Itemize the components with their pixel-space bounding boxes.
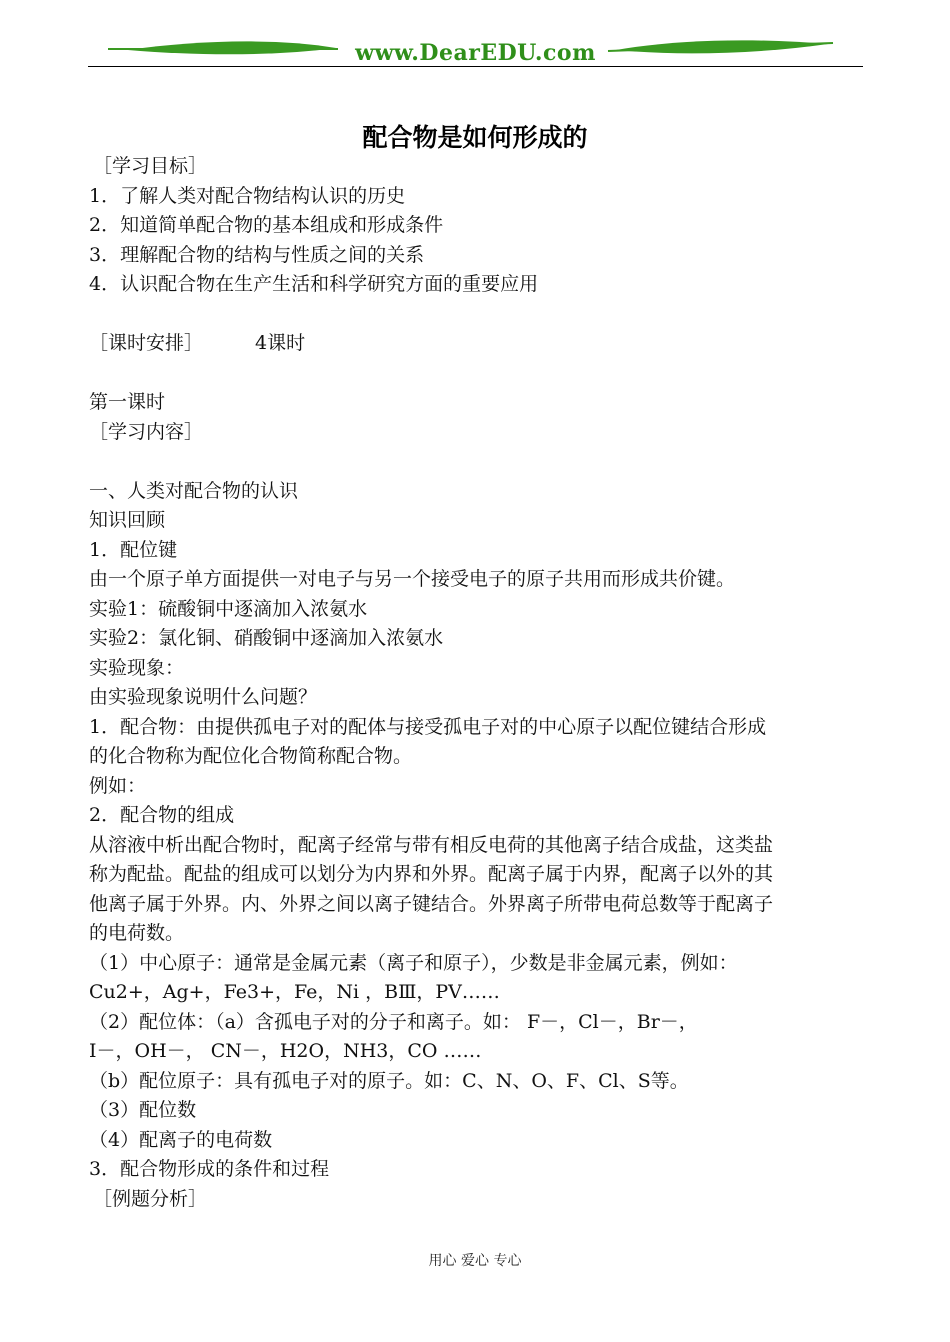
document-body (89, 152, 869, 1214)
page-footer: 用心 爱心 专心 (428, 1253, 522, 1269)
paragraph-line: 1．配位键 (89, 538, 178, 561)
paragraph-line: 例如： (89, 774, 147, 797)
paragraph-line: 的电荷数。 (89, 922, 185, 944)
blank-line (89, 300, 869, 330)
paragraph-line: 实验2：氯化铜、硝酸铜中逐滴加入浓氨水 (89, 627, 444, 649)
objective-item: 4．认识配合物在生产生活和科学研究方面的重要应用 (89, 273, 539, 295)
paragraph-line: 3．配合物形成的条件和过程 (89, 1158, 330, 1180)
paragraph-line: 他离子属于外界。内、外界之间以离子键结合。外界离子所带电荷总数等于配离子 (89, 892, 774, 915)
header-divider (88, 66, 863, 67)
lesson-heading: 第一课时 (89, 391, 166, 413)
paragraph-line: （b）配位原子：具有孤电子对的原子。如：C、N、O、F、Cl、S等。 (89, 1069, 689, 1092)
blank-line (89, 447, 869, 477)
subheading: 知识回顾 (89, 509, 166, 531)
section-label-content: ［学习内容］ (89, 420, 204, 443)
objective-item: 3．理解配合物的结构与性质之间的关系 (89, 243, 425, 266)
paragraph-line: 称为配盐。配盐的组成可以划分为内界和外界。配离子属于内界，配离子以外的其 (89, 863, 774, 885)
section-label-examples: ［例题分析］ (93, 1187, 208, 1210)
paragraph-line: 由实验现象说明什么问题？ (89, 686, 318, 708)
paragraph-line: 实验1：硫酸铜中逐滴加入浓氨水 (89, 597, 368, 620)
objective-item: 1．了解人类对配合物结构认识的历史 (89, 184, 406, 207)
paragraph-line: （1）中心原子：通常是金属元素（离子和原子），少数是非金属元素，例如： (89, 951, 738, 974)
schedule-line (89, 329, 869, 359)
paragraph-line: 2．配合物的组成 (89, 804, 235, 826)
section-label-schedule: ［课时安排］ (89, 332, 204, 354)
section-label-objectives: ［学习目标］ (93, 155, 208, 177)
paragraph-line: 1．配合物：由提供孤电子对的配体与接受孤电子对的中心原子以配位键结合形成 (89, 715, 767, 738)
paragraph-line: （2）配位体：（a）含孤电子对的分子和离子。如： F－，Cl－，Br－， (89, 1010, 698, 1033)
paragraph-line: （3）配位数 (89, 1099, 197, 1121)
schedule-value: 4课时 (255, 332, 306, 354)
paragraph-line: 从溶液中析出配合物时，配离子经常与带有相反电荷的其他离子结合成盐，这类盐 (89, 833, 774, 856)
paragraph-line: I－，OH－， CN－，H2O，NH3，CO …… (89, 1040, 482, 1062)
page-header (88, 30, 863, 68)
brand-logo-text: www.DearEDU.com (355, 40, 596, 66)
paragraph-line: 实验现象： (89, 656, 185, 679)
paragraph-line: 由一个原子单方面提供一对电子与另一个接受电子的原子共用而形成共价键。 (89, 568, 736, 590)
objective-item: 2．知道简单配合物的基本组成和形成条件 (89, 214, 444, 236)
blank-line (89, 359, 869, 389)
paragraph-line: （4）配离子的电荷数 (89, 1128, 273, 1151)
page-title: 配合物是如何形成的 (362, 123, 588, 152)
section-heading: 一、人类对配合物的认识 (89, 479, 299, 502)
paragraph-line: Cu2+，Ag+，Fe3+，Fe，Ni ，BⅢ，PⅤ…… (89, 981, 500, 1003)
paragraph-line: 的化合物称为配位化合物简称配合物。 (89, 745, 413, 767)
